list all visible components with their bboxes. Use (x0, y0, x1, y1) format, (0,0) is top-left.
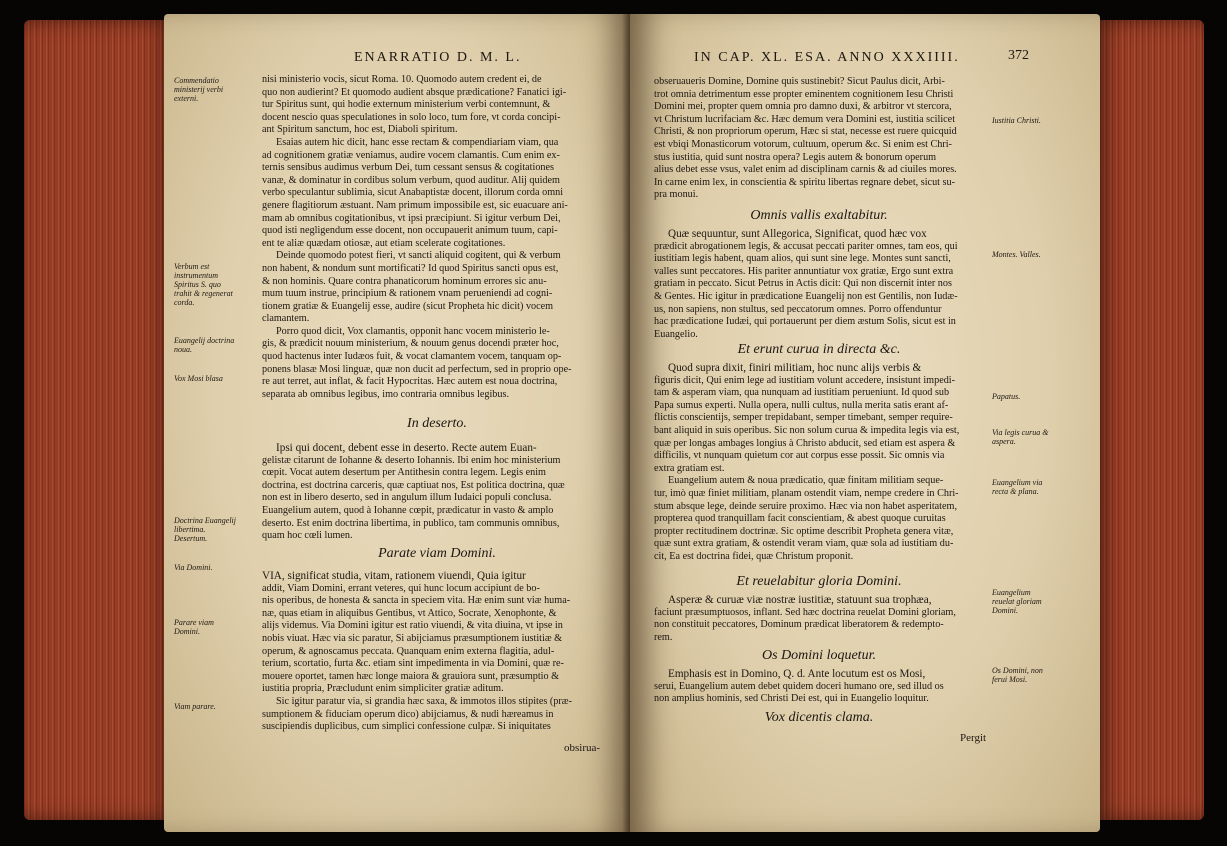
margin-note: Euangelij doctrina noua. (174, 336, 235, 354)
text-block: Ipsi qui docent, debent esse in deserto. Recte autem Euan- gelistæ citarunt de Iohanne & deserto Iohannis. Ibi enim hoc ministerium cœpit. Vocat autem desertum per Antithesin contra legem. Legis enim doctrina, est doctrina carceris, quæ captiuat nos, Est politica doctrina, quæ non est in libero deserto, sed in angulum illum Iudaici populi conclusa. Euangelium autem, quod à Iohanne cœpit, prædicatur in vasto & amplo deserto. Est enim doctrina libertima, in publico, tam communis omnibus, quam hoc cœli lumen. (262, 442, 565, 542)
margin-note: Via Domini. (174, 563, 213, 572)
section-heading: Os Domini loquetur. (762, 648, 876, 663)
margin-note: Viam parare. (174, 702, 216, 711)
text-block: Emphasis est in Domino, Q. d. Ante locutum est os Mosi, serui, Euangelium autem debet quidem doceri humano ore, sed illud os non amplius hominis, sed Christi Dei est, qui in Euangelio loquitur. (654, 668, 944, 705)
margin-note: Parare viam Domini. (174, 618, 214, 636)
text-block: Quæ sequuntur, sunt Allegorica, Significat, quod hæc vox prædicit abrogationem legis, & accusat peccati pariter omnes, tam eos, qui iustitiam legis habent, quam alios, qui sunt sine lege. Montes sunt sancti, valles sunt peccatores. His pariter annuntiatur vox gratiæ, Ergo sunt extra gratiam in peccato. Sicut Petrus in Actis dicit: Qui non discernit inter nos & Gentes. Hic igitur in prædicatione Euangelij non est Gentilis, non Iudæ- us, non sapiens, non stultus, sed peccatorum omnes. Porro offenduntur hac prædicatione Iudæi, qui portauerunt per diem æstum Solis, sicut est in Euangelio. (654, 228, 958, 340)
catchword: obsirua- (564, 742, 601, 754)
right-page (630, 14, 1100, 832)
margin-note: Montes. Valles. (992, 250, 1041, 259)
running-header-left: ENARRATIO D. M. L. (354, 50, 522, 65)
margin-note: Iustitia Christi. (992, 116, 1041, 125)
open-book (24, 10, 1204, 836)
section-heading: Parate viam Domini. (378, 546, 496, 561)
section-heading: Et erunt curua in directa &c. (737, 342, 901, 357)
margin-note: Commendatio ministerij verbi externi. (174, 76, 224, 103)
right-page-edges (1094, 20, 1204, 820)
section-heading: In deserto. (407, 416, 467, 431)
text-block: VIA, significat studia, vitam, rationem viuendi, Quia igitur addit, Viam Domini, errant veteres, qui hunc locum accipiunt de bo- nis operibus, de honesta & sancta in speciem vita. Hæ enim sunt viæ huma- næ, quas etiam in aliquibus Gentibus, vt Attico, Socrate, Xenophonte, & alijs videmus. Via Domini igitur est ratio viuendi, & vita diuina, vt ipse in nobis viuat. Hæc via sic paratur, Si abijciamus præsumptionem iustitiæ & operum, & agnoscamus peccata. Quanquam enim externa flagitia, adul- terium, scortatio, furta &c. etiam sint impedimenta in via Domini, quæ re- mouere oportet, tamen hæc longe maiora & grauiora sunt, præsumptio & iustitia propria, Præcludunt enim simpliciter gratiæ aditum. Sic igitur paratur via, si grandia hæc saxa, & immotos illos stipites (præ- sumptionem & fiduciam operum dico) abijciamus, & nudi hæreamus in suscipiendis duplicibus, cum simplici confessione culpæ. Si iniquitates (262, 570, 572, 733)
margin-note: Verbum est instrumentum Spiritus S. quo trahit & regenerat corda. (174, 262, 233, 307)
margin-note: Os Domini, non ferui Mosi. (992, 666, 1043, 684)
left-page-edges (24, 20, 174, 820)
margin-note: Euangelium via recta & plana. (992, 478, 1043, 496)
margin-note: Doctrina Euangelij libertima. Desertum. (174, 516, 236, 543)
margin-note: Euangelium reuelat gloriam Domini. (992, 588, 1042, 615)
running-header-right: IN CAP. XL. ESA. ANNO XXXIIII. (694, 50, 960, 65)
margin-note: Vox Mosi blasa (174, 374, 223, 383)
text-block: nisi ministerio vocis, sicut Roma. 10. Quomodo autem credent ei, de quo non audierint? Et quomodo audient absque prædicatione? Fanatici igi- tur Spiritus sunt, qui hodie externum ministerium verbi contemnunt, & docent nescio quas speculationes in solo loco, tum fore, vt corda concipi- ant Spiritum sanctum, hoc est, Diaboli spiritum. Esaias autem hic dicit, hanc esse rectam & compendiariam viam, qua ad cognitionem gratiæ veniamus, audire vocem clamantis. Cum enim ex- ternis sensibus audimus verbum Dei, tum cessant sensus & cogitationes vanæ, & dominatur in cordibus solum verbum, quod auditur. Alij quidem verbo speculantur sublimia, sicut Anabaptistæ docent, illorum corda omni genere flagitiorum æstuant. Nam primum impossibile est, sic euacuare ani- mam ab omnibus cogitationibus, vt ipsi præcipiunt. Si igitur verbum Dei, quod isti negligendum esse docent, non occupauerit animum tuum, capi- ent te aliæ quædam otiosæ, aut etiam scelerate cogitationes. Deinde quomodo potest fieri, vt sancti aliquid cogitent, qui & verbum non habent, & nondum sunt mortificati? Id quod Spiritus sancti opus est, & non hominis. Quare contra phanaticorum hominum errores sic anu- mum tuum instrue, principium & rationem vnam perueniendi ad cogni- tionem gratiæ & Euangelij esse, audire (sicut Propheta hic dicit) vocem clamantem. Porro quod dicit, Vox clamantis, opponit hanc vocem ministerio le- gis, & prædicit nouum ministerium, & nouum genus docendi præter hoc, quod hactenus inter Iudæos fuit, & vocat clamantem vocem, tanquam op- ponens blasæ Mosi linguæ, quæ non ducit ad perfectum, sed in proprio ope- re aut terret, aut inflat, & facit Hypocritas. Hæc autem est noua doctrina, separata ab omnibus legibus, imo contraria omnibus legibus. (262, 74, 572, 400)
section-heading: Omnis vallis exaltabitur. (750, 208, 888, 223)
page-number: 372 (1008, 48, 1029, 63)
text-block: obseruaueris Domine, Domine quis sustinebit? Sicut Paulus dicit, Arbi- trot omnia detrimentum esse propter eminentem cognitionem Iesu Christi Domini mei, propter quem omnia pro damno duxi, & arbitror vt stercora, vt Christum lucrifaciam &c. Hæc demum vera Domini est, iustitia scilicet Christi, & non propriorum operum, Hæc si stat, necesse est ruere quicquid est vbiqi Monasticorum votorum, cultuum, operum &c. Si enim est Chri- stus iustitia, quid sunt nostra opera? Legis autem & bonorum operum alius debet esse vsus, valet enim ad disciplinam carnis & ad ciuiles mores. In carne enim lex, in conscientia & spiritu libertas regnare debet, sicut su- pra monui. (654, 76, 957, 201)
margin-note: Papatus. (992, 392, 1021, 401)
text-block: Asperæ & curuæ viæ nostræ iustitiæ, statuunt sua trophæa, faciunt præsumptuosos, inflant. Sed hæc doctrina reuelat Domini gloriam, non constituit peccatores, Dominum prædicat liberatorem & redempto- rem. (654, 594, 956, 643)
text-block: Quod supra dixit, finiri militiam, hoc nunc alijs verbis & figuris dicit, Qui enim lege ad iustitiam volunt accedere, insistunt impedi- tam & asperam viam, qua nunquam ad iustitiam perueniunt. Id quod sub Papa sumus experti. Nulla opera, nulli cultus, nulla merita satis erant af- flictis conscientijs, semper trepidabant, semper timebant, semper require- bant aliquid in suis operibus. Sic non solum curua & impedita legis via est, quæ per longas ambages longius à Christo abducit, sed etiam est aspera & difficilis, vt nunquam quietum cor aut corpus esse possit. Sic omnis via extra gratiam est. Euangelium autem & noua prædicatio, quæ finitam militiam seque- tur, imò quæ finiet militiam, planam ostendit viam, nempe credere in Chri- stum absque lege, deinde seruire proximo. Hæc via non habet asperitatem, propterea quod tranquillam facit conscientiam, & abest quoque curuitas propter rectitudinem doctrinæ. Sic optime describit Propheta genera vitæ, quæ sunt extra gratiam, & ostendit veram viam, quæ sola ad iustitiam du- cit, Ea est doctrina fidei, quæ Christum proponit. (654, 362, 960, 562)
section-heading: Et reuelabitur gloria Domini. (736, 574, 902, 589)
catchword: Pergit (960, 732, 987, 744)
left-page (164, 14, 630, 832)
margin-note: Via legis curua & aspera. (992, 428, 1049, 446)
section-heading: Vox dicentis clama. (764, 710, 874, 725)
